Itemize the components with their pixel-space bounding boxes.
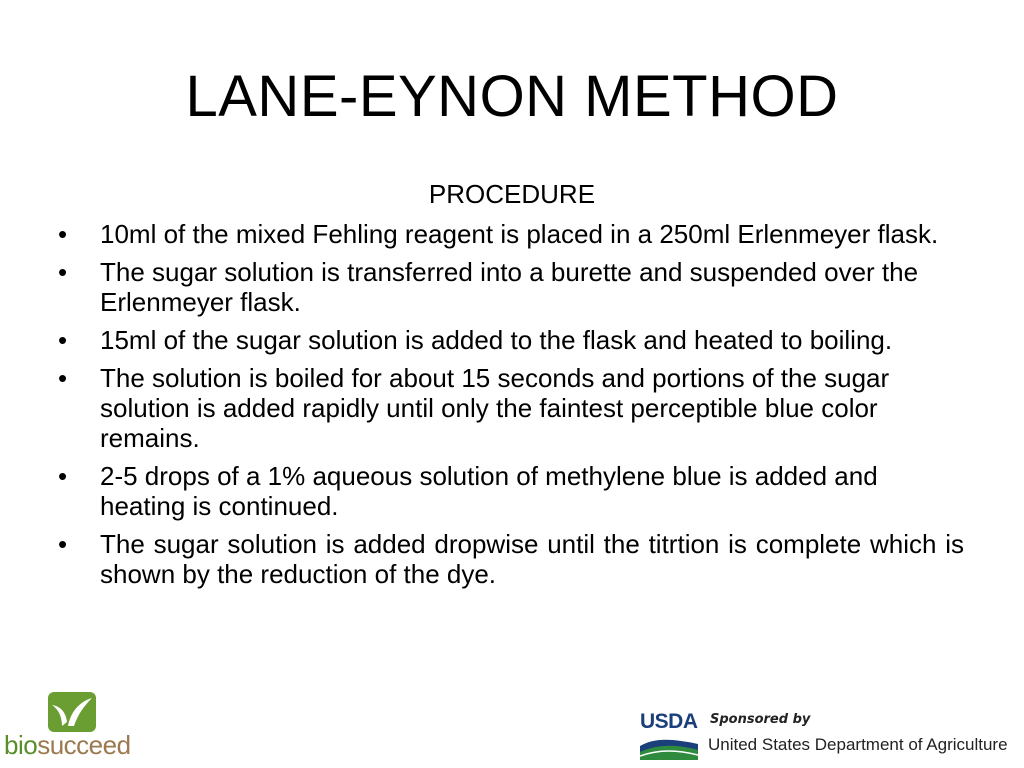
usda-hills-icon (640, 736, 698, 760)
leaf-sprout-icon (48, 692, 96, 732)
bullet-icon: • (58, 219, 68, 249)
bullet-icon: • (58, 363, 68, 393)
list-item (56, 257, 964, 317)
list-item-text: The solution is boiled for about 15 seconds and portions of the sugar solution is added rapidly until only the faintest perceptible blue color remains. (100, 363, 890, 453)
biosucceed-logo (4, 692, 144, 764)
bullet-icon: • (58, 529, 68, 559)
usda-logo (640, 710, 698, 760)
wordmark-prefix: bio (4, 730, 38, 760)
biosucceed-wordmark (4, 730, 131, 760)
list-item (56, 461, 964, 521)
list-item (56, 529, 964, 589)
usda-abbr: USDA (640, 710, 698, 733)
list-item-text: 2-5 drops of a 1% aqueous solution of methylene blue is added and heating is continued. (100, 461, 878, 521)
usda-sponsor (638, 706, 1022, 764)
bullet-icon: • (58, 461, 68, 491)
list-item (56, 325, 964, 355)
bullet-icon: • (58, 257, 68, 287)
bullet-icon: • (58, 325, 68, 355)
list-item-text: 15ml of the sugar solution is added to the flask and heated to boiling. (100, 325, 893, 355)
agency-name: United States Department of Agriculture (708, 735, 1008, 754)
wordmark-suffix: succeed (37, 730, 131, 760)
list-item-text: 10ml of the mixed Fehling reagent is placed in a 250ml Erlenmeyer flask. (100, 219, 939, 249)
procedure-list (56, 219, 964, 597)
list-item (56, 363, 964, 453)
list-item-text: The sugar solution is added dropwise until the titrtion is complete which is shown by the reduction of the dye. (100, 529, 964, 589)
slide-title: LANE-EYNON METHOD (185, 64, 839, 129)
list-item-text: The sugar solution is transferred into a burette and suspended over the Erlenmeyer flask. (100, 257, 919, 317)
slide-subtitle: PROCEDURE (428, 179, 596, 209)
list-item (56, 219, 964, 249)
sponsored-by-label: Sponsored by (710, 712, 811, 727)
